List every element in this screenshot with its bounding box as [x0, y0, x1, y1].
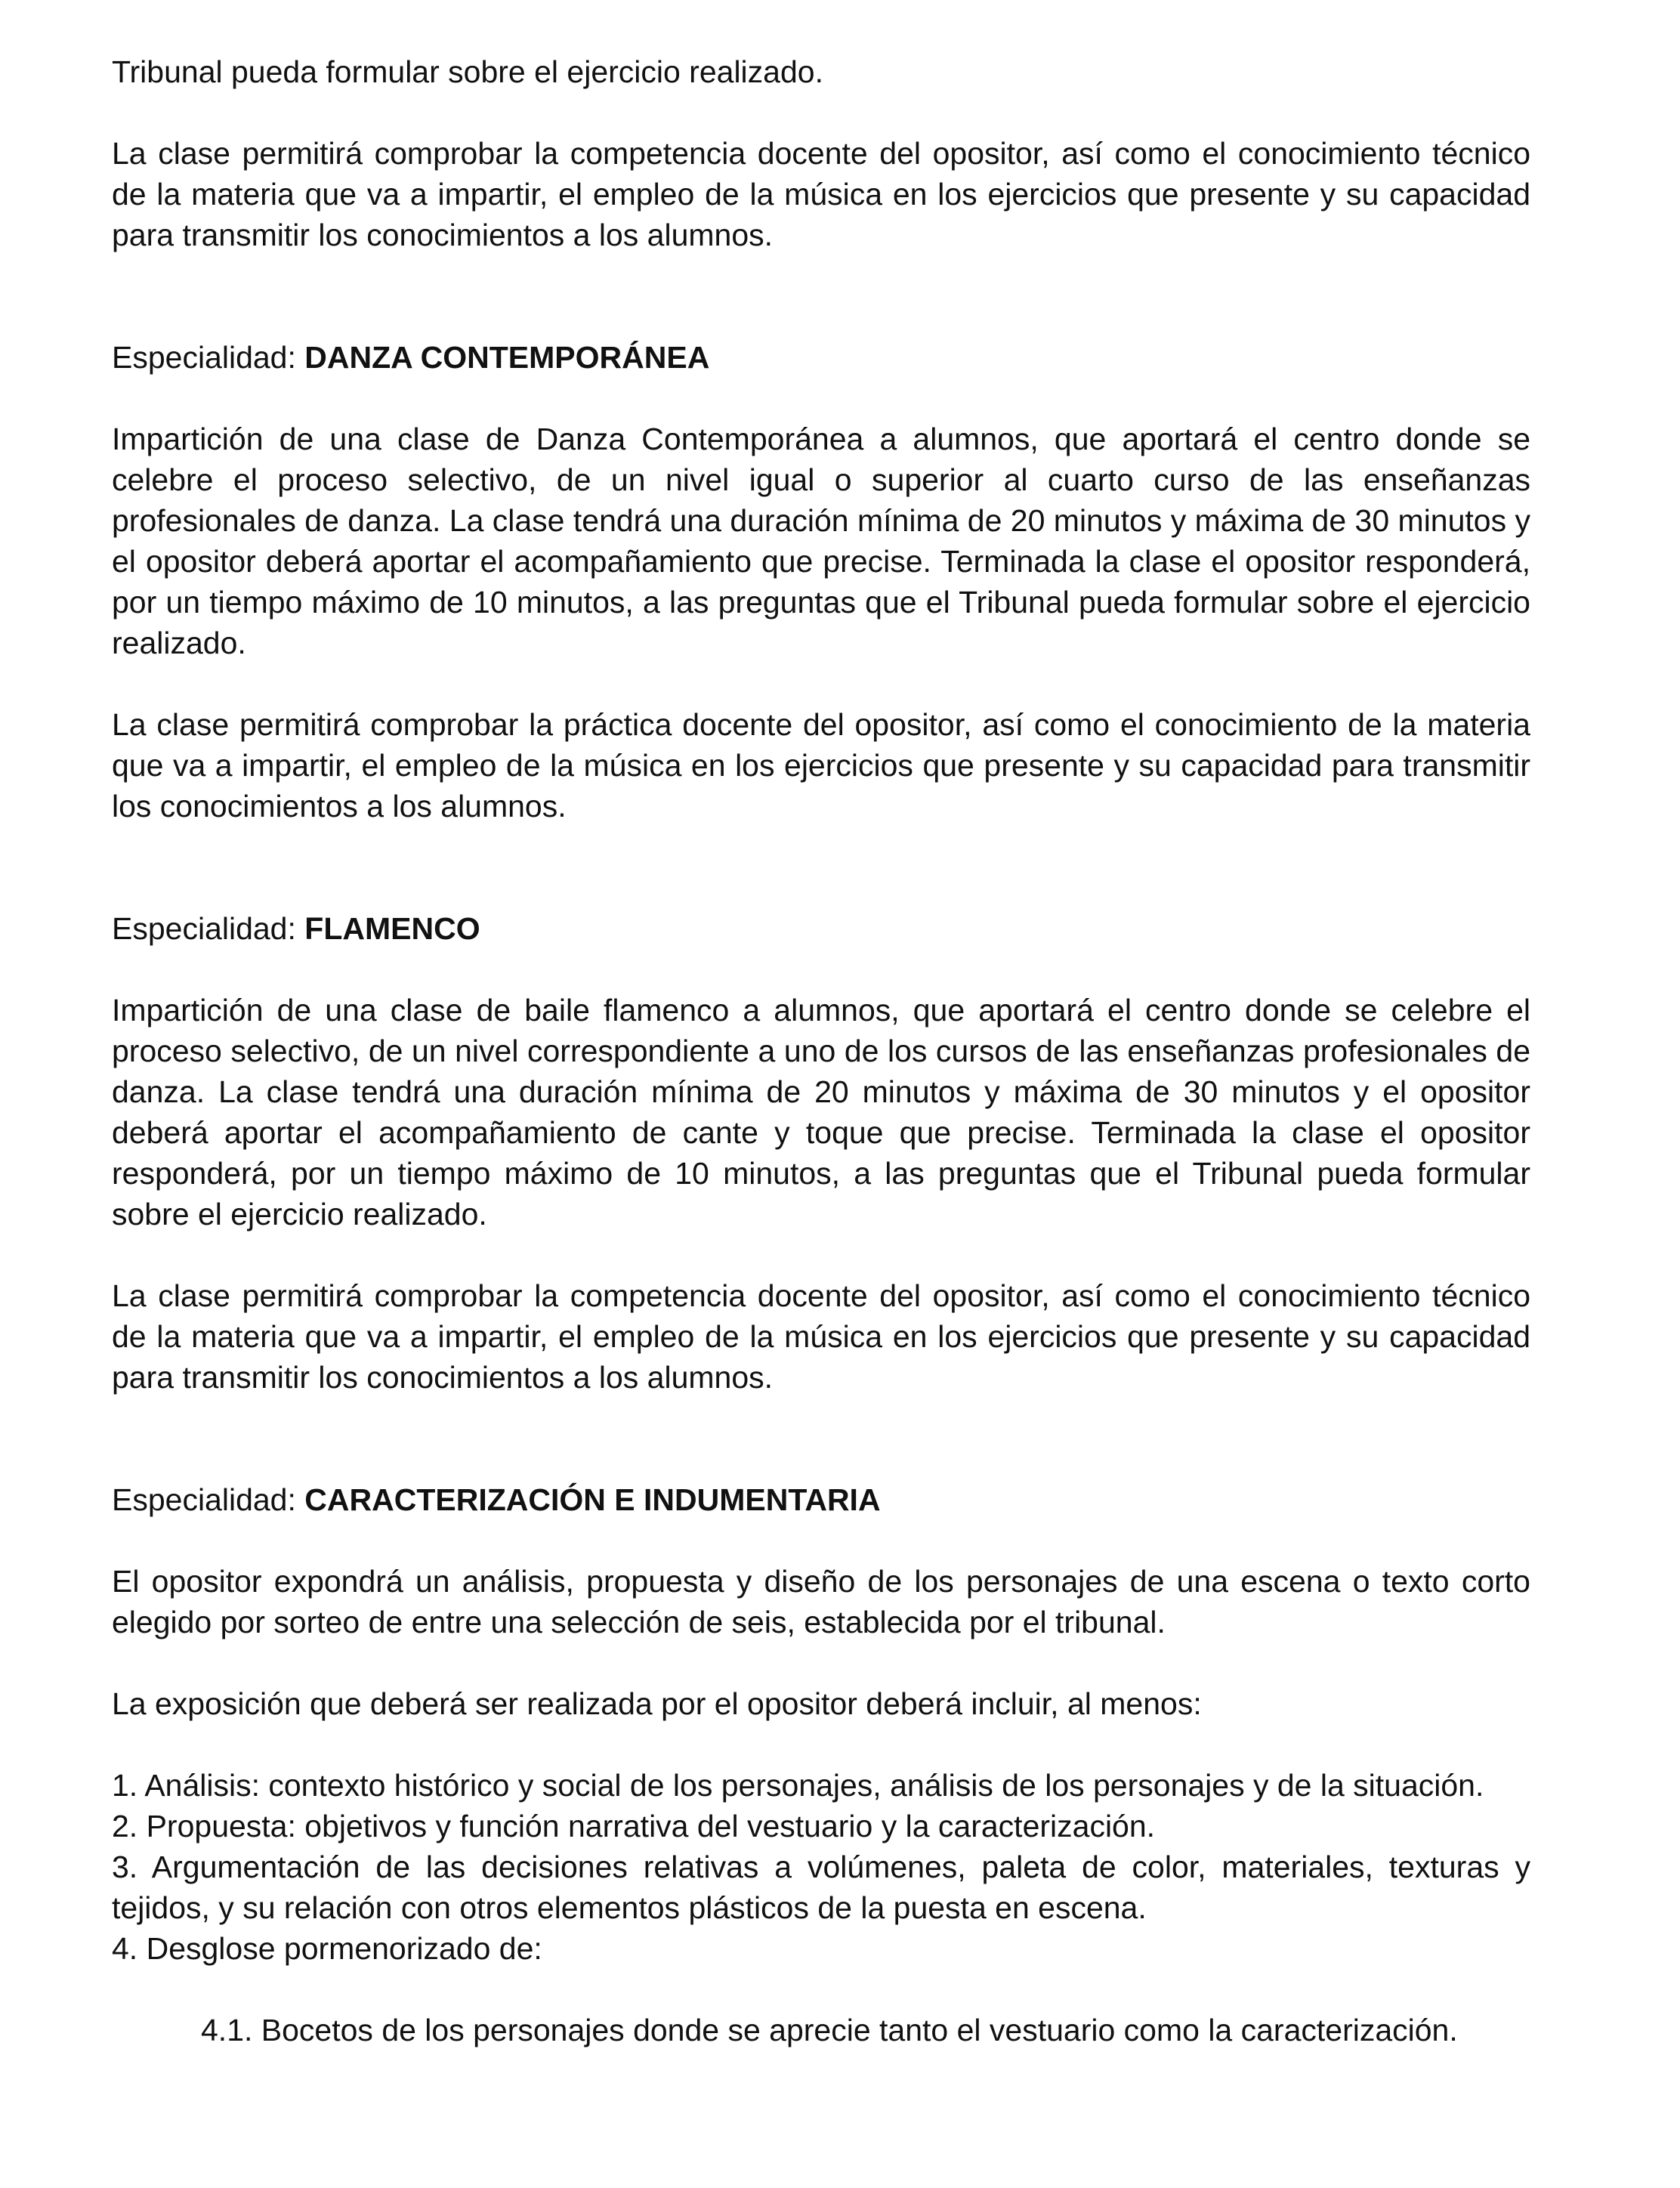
section-title: DANZA CONTEMPORÁNEA	[304, 340, 710, 375]
section-heading-danza-contemporanea	[112, 337, 1530, 378]
list-item: 2. Propuesta: objetivos y función narrativa del vestuario y la caracterización.	[112, 1809, 1156, 1843]
section-paragraph: La clase permitirá comprobar la competencia docente del opositor, así como el conocimiento técnico de la materia que va a impartir, el empleo de la música en los ejercicios que presente y su capacidad para transmitir los conocimientos a los alumnos.	[112, 1278, 1530, 1395]
section-title: CARACTERIZACIÓN E INDUMENTARIA	[304, 1482, 881, 1517]
numbered-list	[112, 1765, 1530, 1969]
list-item: 1. Análisis: contexto histórico y social de los personajes, análisis de los personajes y de la situación.	[112, 1768, 1484, 1803]
intro-paragraph: La clase permitirá comprobar la competencia docente del opositor, así como el conocimiento técnico de la materia que va a impartir, el empleo de la música en los ejercicios que presente y su capacidad para transmitir los conocimientos a los alumnos.	[112, 136, 1530, 252]
section-paragraph: Impartición de una clase de baile flamenco a alumnos, que aportará el centro donde se celebre el proceso selectivo, de un nivel correspondiente a uno de los cursos de las enseñanzas profesionales de danza. La clase tendrá una duración mínima de 20 minutos y máxima de 30 minutos y el opositor deberá aportar el acompañamiento de cante y toque que precise. Terminada la clase el opositor responderá, por un tiempo máximo de 10 minutos, a las preguntas que el Tribunal pueda formular sobre el ejercicio realizado.	[112, 993, 1530, 1232]
section-label: Especialidad:	[112, 911, 296, 946]
section-paragraph: Impartición de una clase de Danza Contemporánea a alumnos, que aportará el centro donde se celebre el proceso selectivo, de un nivel igual o superior al cuarto curso de las enseñanzas profesionales de danza. La clase tendrá una duración mínima de 20 minutos y máxima de 30 minutos y el opositor deberá aportar el acompañamiento que precise. Terminada la clase el opositor responderá, por un tiempo máximo de 10 minutos, a las preguntas que el Tribunal pueda formular sobre el ejercicio realizado.	[112, 422, 1530, 660]
sub-list-item: 4.1. Bocetos de los personajes donde se aprecie tanto el vestuario como la caracterización.	[201, 2013, 1458, 2047]
section-paragraph: La clase permitirá comprobar la práctica docente del opositor, así como el conocimiento de la materia que va a impartir, el empleo de la música en los ejercicios que presente y su capacidad para transmitir los conocimientos a los alumnos.	[112, 707, 1530, 824]
list-item: 3. Argumentación de las decisiones relativas a volúmenes, paleta de color, materiales, texturas y tejidos, y su relación con otros elementos plásticos de la puesta en escena.	[112, 1850, 1530, 1925]
intro-tail: Tribunal pueda formular sobre el ejercicio realizado.	[112, 54, 823, 89]
section-label: Especialidad:	[112, 340, 296, 375]
section-title: FLAMENCO	[304, 911, 480, 946]
section-paragraph: El opositor expondrá un análisis, propuesta y diseño de los personajes de una escena o texto corto elegido por sorteo de entre una selección de seis, establecida por el tribunal.	[112, 1564, 1530, 1639]
section-heading-caracterizacion	[112, 1479, 1530, 1520]
section-heading-flamenco	[112, 908, 1530, 949]
list-item: 4. Desglose pormenorizado de:	[112, 1931, 542, 1966]
section-label: Especialidad:	[112, 1482, 296, 1517]
section-paragraph: La exposición que deberá ser realizada por el opositor deberá incluir, al menos:	[112, 1686, 1202, 1721]
